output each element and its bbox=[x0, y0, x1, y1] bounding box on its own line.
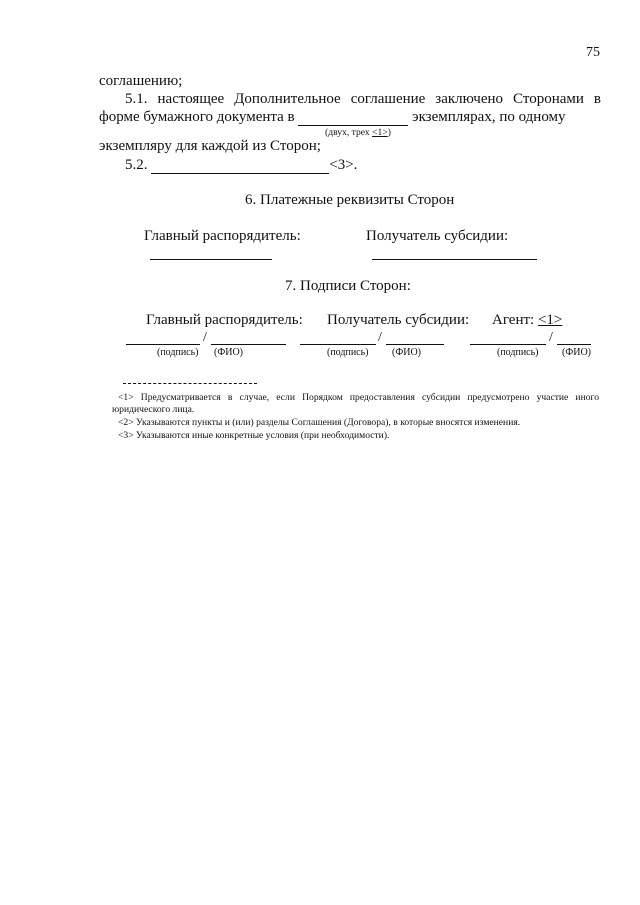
clause-5-2 bbox=[125, 157, 357, 174]
footnote-3: <3> Указываются иные конкретные условия (при необходимости). bbox=[118, 430, 390, 441]
footnote-1: <1> Предусматривается в случае, если Порядком предоставления субсидии предусмотрено участие иного юридического лица. bbox=[112, 392, 599, 415]
section-6-left-line bbox=[150, 259, 272, 260]
clause-5-1-line1: 5.1. настоящее Дополнительное соглашение заключено Сторонами в bbox=[125, 91, 601, 107]
section-6-title: 6. Платежные реквизиты Сторон bbox=[245, 192, 455, 208]
col3-fio-caption: (ФИО) bbox=[562, 347, 592, 358]
clause-5-1-line2 bbox=[99, 109, 566, 126]
col3-signature-line bbox=[470, 344, 546, 345]
copies-hint-ref: <1> bbox=[372, 127, 388, 138]
clause-5-2-blank bbox=[151, 159, 329, 174]
col1-fio-line bbox=[211, 344, 286, 345]
clause-5-2-ref: <3>. bbox=[329, 157, 358, 173]
col1-signature-line bbox=[126, 344, 200, 345]
footnote-separator bbox=[123, 383, 257, 384]
col2-signature-caption: (подпись) bbox=[327, 347, 369, 358]
col2-fio-line bbox=[386, 344, 444, 345]
col2-slash: / bbox=[378, 330, 382, 345]
section-7-col2-label: Получатель субсидии: bbox=[327, 312, 470, 328]
copies-hint-close: ) bbox=[387, 127, 391, 138]
copies-hint bbox=[325, 127, 391, 138]
col1-signature-caption: (подпись) bbox=[157, 347, 199, 358]
clause-5-1-line3: экземпляру для каждой из Сторон; bbox=[99, 138, 321, 154]
col3-slash: / bbox=[549, 330, 553, 345]
col2-fio-caption: (ФИО) bbox=[392, 347, 422, 358]
section-6-left-label: Главный распорядитель: bbox=[144, 228, 301, 244]
col1-slash: / bbox=[203, 330, 207, 345]
section-7-col1-label: Главный распорядитель: bbox=[146, 312, 303, 328]
copies-hint-text: (двух, трех bbox=[325, 127, 370, 138]
col2-signature-line bbox=[300, 344, 376, 345]
agent-label: Агент: bbox=[492, 312, 535, 328]
intro-word: соглашению; bbox=[99, 73, 183, 89]
agent-ref: <1> bbox=[537, 312, 563, 328]
section-7-col3-label bbox=[492, 312, 562, 329]
footnote-2: <2> Указываются пункты и (или) разделы Соглашения (Договора), в которые вносятся изменения. bbox=[118, 417, 521, 428]
clause-5-1-line2-end: экземплярах, по одному bbox=[412, 109, 566, 125]
page-number: 75 bbox=[586, 45, 600, 60]
section-7-title: 7. Подписи Сторон: bbox=[285, 278, 411, 294]
clause-5-2-label: 5.2. bbox=[125, 157, 148, 173]
section-6-right-line bbox=[372, 259, 537, 260]
col1-fio-caption: (ФИО) bbox=[214, 347, 244, 358]
col3-fio-line bbox=[557, 344, 591, 345]
clause-5-1-line2-start: форме бумажного документа в bbox=[99, 109, 295, 125]
copies-count-blank bbox=[298, 111, 408, 126]
col3-signature-caption: (подпись) bbox=[497, 347, 539, 358]
section-6-right-label: Получатель субсидии: bbox=[366, 228, 509, 244]
